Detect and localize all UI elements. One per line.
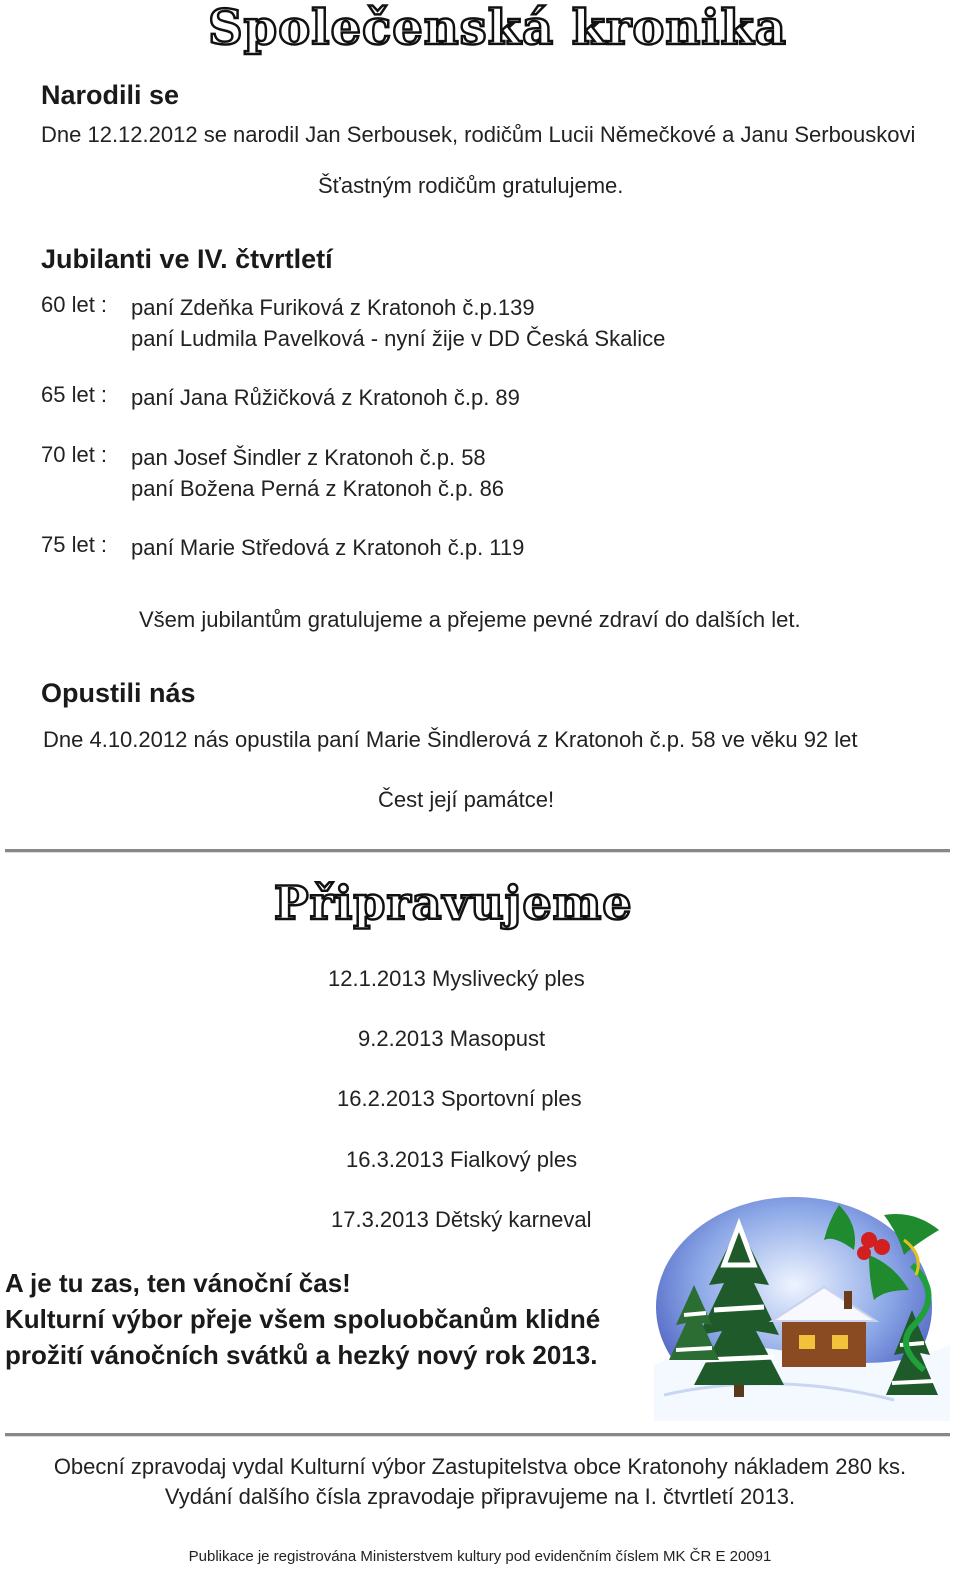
births-text: Dne 12.12.2012 se narodil Jan Serbousek, rodičům Lucii Němečkové a Janu Serbouskovi [41, 122, 916, 147]
jubilants-heading: Jubilanti ve IV. čtvrtletí [41, 244, 333, 274]
footer-line: Vydání dalšího čísla zpravodaje připravujeme na I. čtvrtletí 2013. [164, 1484, 796, 1509]
greeting-line: A je tu zas, ten vánoční čas! [5, 1268, 351, 1298]
births-heading: Narodili se [41, 80, 180, 110]
upcoming-title: Připravujeme [274, 876, 633, 930]
greeting-line: prožití vánočních svátků a hezký nový rok 2013. [5, 1340, 598, 1370]
jubilant-name: paní Jana Růžičková z Kratonoh č.p. 89 [131, 385, 520, 410]
births-congrats: Šťastným rodičům gratulujeme. [318, 173, 624, 198]
jubilant-name: pan Josef Šindler z Kratonoh č.p. 58 [131, 445, 486, 470]
footer-text [0, 1452, 960, 1512]
event-item: 16.2.2013 Sportovní ples [337, 1086, 582, 1111]
jubilant-name: paní Marie Středová z Kratonoh č.p. 119 [131, 535, 525, 560]
jubilant-name: paní Božena Perná z Kratonoh č.p. 86 [131, 476, 505, 501]
jubilants-wish: Všem jubilantům gratulujeme a přejeme pevné zdraví do dalších let. [139, 607, 801, 632]
deaths-heading: Opustili nás [41, 678, 196, 708]
event-item: 9.2.2013 Masopust [358, 1026, 546, 1051]
deaths-text: Dne 4.10.2012 nás opustila paní Marie Šindlerová z Kratonoh č.p. 58 ve věku 92 let [43, 727, 858, 752]
footer-line: Obecní zpravodaj vydal Kulturní výbor Zastupitelstva obce Kratonohy nákladem 280 ks. [53, 1454, 907, 1479]
jubilant-name: paní Zdeňka Furiková z Kratonoh č.p.139 [131, 295, 535, 320]
jubilant-age: 70 let : [41, 442, 108, 467]
section-divider [5, 849, 950, 853]
page-title: Společenská kronika [208, 0, 787, 56]
deaths-memory: Čest její památce! [378, 787, 555, 812]
event-item: 16.3.2013 Fialkový ples [346, 1147, 578, 1172]
jubilant-age: 60 let : [41, 292, 108, 317]
winter-cottage-illustration [654, 1195, 950, 1421]
jubilant-age: 65 let : [41, 382, 108, 407]
jubilant-name: paní Ludmila Pavelková - nyní žije v DD Česká Skalice [131, 326, 666, 351]
jubilant-age: 75 let : [41, 532, 108, 557]
christmas-greeting [5, 1265, 600, 1373]
event-item: 12.1.2013 Myslivecký ples [328, 966, 585, 991]
footer-divider [5, 1433, 950, 1437]
event-item: 17.3.2013 Dětský karneval [331, 1207, 592, 1232]
greeting-line: Kulturní výbor přeje všem spoluobčanům klidné [5, 1304, 601, 1334]
registration-note: Publikace je registrována Ministerstvem kultury pod evidenčním číslem MK ČR E 20091 [188, 1548, 772, 1565]
